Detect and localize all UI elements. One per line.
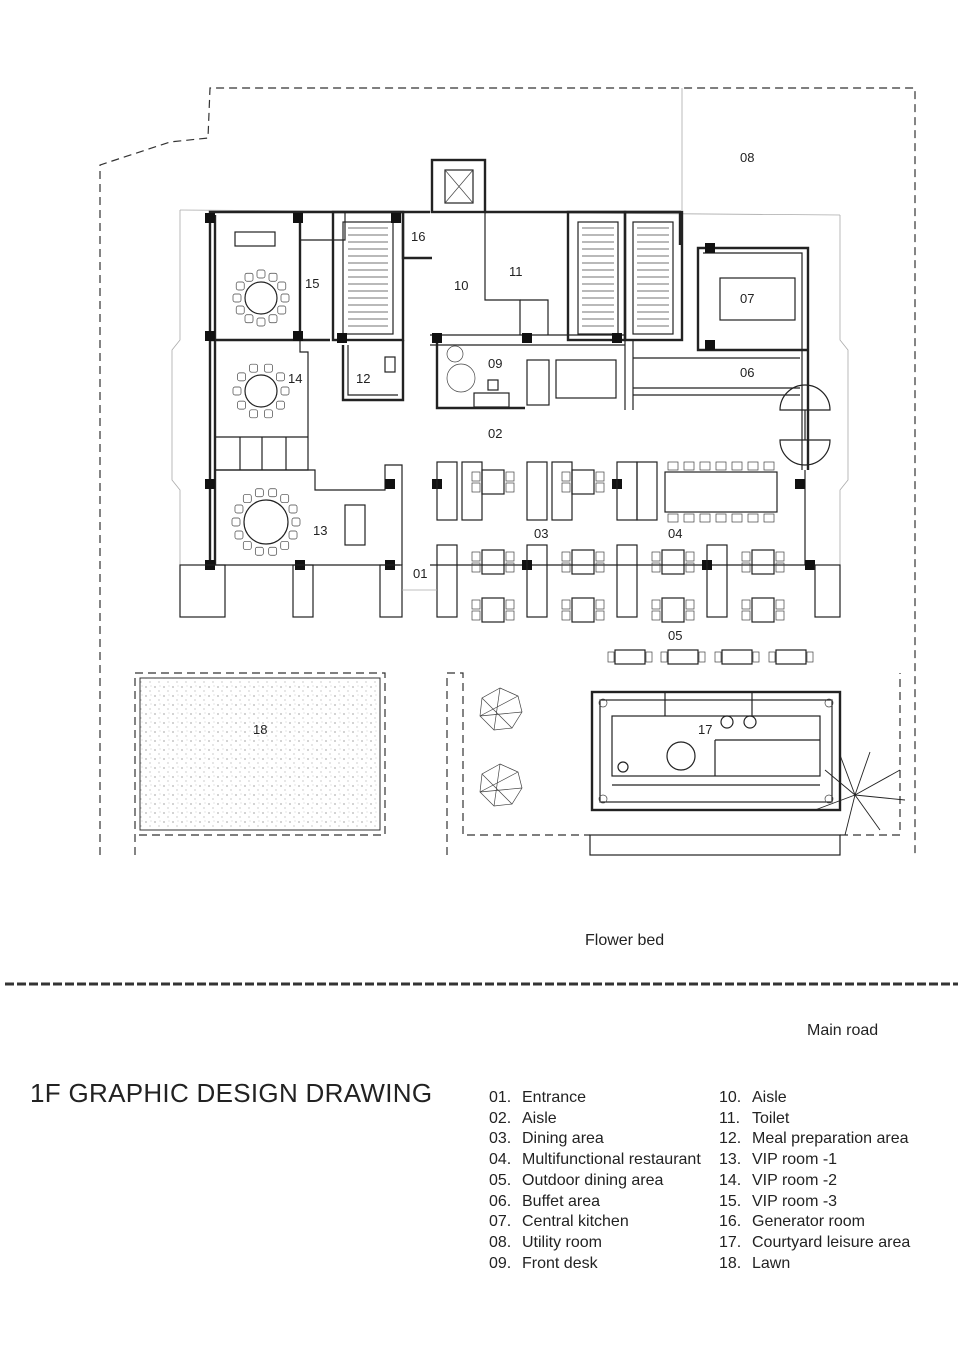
dining-table	[482, 470, 504, 494]
chair	[250, 410, 258, 418]
chair	[764, 462, 774, 470]
chair	[472, 600, 480, 609]
legend-label: Central kitchen	[522, 1213, 629, 1231]
chair	[684, 514, 694, 522]
column	[205, 331, 215, 341]
legend-label: Utility room	[522, 1233, 603, 1251]
dining-table	[662, 598, 684, 622]
legend-item	[719, 1212, 910, 1233]
legend-label: Multifunctional restaurant	[522, 1151, 701, 1169]
room-label-07: 07	[740, 291, 755, 306]
legend-label: Buffet area	[522, 1192, 600, 1210]
dining-table	[482, 598, 504, 622]
legend-column-1	[489, 1088, 701, 1274]
chair	[652, 600, 660, 609]
legend-label: Courtyard leisure area	[752, 1233, 911, 1251]
chair	[684, 462, 694, 470]
chair	[264, 364, 272, 372]
chair	[732, 514, 742, 522]
legend-number: 15.	[719, 1192, 742, 1210]
chair	[232, 518, 240, 526]
column	[205, 479, 215, 489]
chair	[652, 552, 660, 561]
chair	[700, 514, 710, 522]
chair	[686, 552, 694, 561]
chair	[742, 552, 750, 561]
long-table	[665, 472, 777, 512]
dining-table	[572, 550, 594, 574]
main-road-label: Main road	[807, 1022, 879, 1039]
chair	[686, 600, 694, 609]
legend-number: 14.	[719, 1171, 742, 1189]
chair	[596, 483, 604, 492]
legend-item	[719, 1171, 910, 1192]
chair	[276, 401, 284, 409]
room-label-16: 16	[411, 229, 426, 244]
legend-number: 07.	[489, 1213, 512, 1231]
chair	[753, 652, 759, 662]
chair	[776, 600, 784, 609]
chair	[764, 514, 774, 522]
column	[705, 243, 715, 253]
legend-label: Lawn	[752, 1254, 791, 1272]
chair	[769, 652, 775, 662]
legend-number: 17.	[719, 1233, 742, 1251]
legend-item	[489, 1129, 701, 1150]
chair	[506, 483, 514, 492]
chair	[281, 294, 289, 302]
chair	[276, 373, 284, 381]
column	[205, 213, 215, 223]
room-label-05: 05	[668, 628, 683, 643]
chair	[596, 600, 604, 609]
chair	[243, 541, 251, 549]
legend-number: 04.	[489, 1151, 512, 1169]
chair	[776, 563, 784, 572]
partition	[637, 462, 657, 520]
chair	[281, 495, 289, 503]
legend-label: VIP room -1	[752, 1151, 838, 1169]
chair	[255, 547, 263, 555]
chair	[269, 547, 277, 555]
room-label-12: 12	[356, 371, 371, 386]
chair	[235, 531, 243, 539]
chair	[233, 294, 241, 302]
chair	[278, 306, 286, 314]
chair	[255, 489, 263, 497]
chair	[278, 282, 286, 290]
legend-number: 10.	[719, 1089, 742, 1106]
chair	[652, 563, 660, 572]
column	[391, 213, 401, 223]
chair	[742, 563, 750, 572]
courtyard	[592, 692, 840, 810]
legend-item	[489, 1254, 701, 1275]
room-label-04: 04	[668, 526, 683, 541]
chair	[608, 652, 614, 662]
dining-table	[752, 550, 774, 574]
chair	[236, 282, 244, 290]
legend-label: Toilet	[752, 1109, 790, 1127]
column	[385, 479, 395, 489]
room-label-17: 17	[698, 722, 713, 737]
chair	[562, 611, 570, 620]
chair	[686, 563, 694, 572]
chair	[646, 652, 652, 662]
chair	[292, 518, 300, 526]
legend-label: VIP room -2	[752, 1171, 838, 1189]
room-label-15: 15	[305, 276, 320, 291]
legend-label: Dining area	[522, 1130, 604, 1148]
chair	[562, 563, 570, 572]
legend-item	[719, 1254, 910, 1275]
legend-item	[719, 1109, 910, 1130]
chair	[562, 552, 570, 561]
column	[293, 213, 303, 223]
chair	[562, 483, 570, 492]
dining-table	[572, 598, 594, 622]
chair	[269, 489, 277, 497]
legend-number: 16.	[719, 1213, 742, 1231]
legend-item	[489, 1192, 701, 1213]
legend-number: 18.	[719, 1254, 742, 1272]
chair	[269, 273, 277, 281]
room-label-03: 03	[534, 526, 549, 541]
room-label-06: 06	[740, 365, 755, 380]
chair	[700, 462, 710, 470]
legend-number: 03.	[489, 1130, 512, 1148]
legend-number: 01.	[489, 1089, 512, 1106]
legend-number: 06.	[489, 1192, 512, 1210]
dining-table	[662, 550, 684, 574]
room-label-08: 08	[740, 150, 755, 165]
legend-column-2	[719, 1088, 910, 1274]
chair	[506, 611, 514, 620]
desk	[345, 505, 365, 545]
umbrella-icon	[480, 688, 522, 806]
chair	[281, 387, 289, 395]
desk	[235, 232, 275, 246]
chair	[506, 472, 514, 481]
chair	[236, 306, 244, 314]
room-label-11: 11	[509, 264, 523, 279]
chair	[748, 462, 758, 470]
dining-table	[752, 598, 774, 622]
chair	[472, 472, 480, 481]
legend-number: 09.	[489, 1254, 512, 1272]
chair	[472, 483, 480, 492]
chair	[716, 514, 726, 522]
chair	[289, 531, 297, 539]
round-table	[245, 282, 277, 314]
round-table	[244, 500, 288, 544]
chair	[281, 541, 289, 549]
chair	[506, 600, 514, 609]
chair	[776, 552, 784, 561]
chair	[506, 563, 514, 572]
drawing-title: 1F GRAPHIC DESIGN DRAWING	[30, 1078, 433, 1108]
column	[612, 333, 622, 343]
flower-bed-label: Flower bed	[585, 932, 665, 949]
dining-table	[482, 550, 504, 574]
column	[795, 479, 805, 489]
chair	[715, 652, 721, 662]
room-label-02: 02	[488, 426, 503, 441]
furniture	[232, 232, 813, 664]
chair	[472, 611, 480, 620]
legend-item	[489, 1212, 701, 1233]
legend-item	[489, 1150, 701, 1171]
lawn	[140, 678, 380, 830]
legend-item	[489, 1109, 701, 1130]
chair	[269, 315, 277, 323]
chair	[238, 373, 246, 381]
legend-item	[719, 1129, 910, 1150]
legend-item	[489, 1233, 701, 1254]
chair	[257, 318, 265, 326]
chair	[264, 410, 272, 418]
chair	[472, 552, 480, 561]
legend-item	[489, 1171, 701, 1192]
room-label-13: 13	[313, 523, 328, 538]
chair	[506, 552, 514, 561]
room-label-18: 18	[253, 722, 268, 737]
chair	[807, 652, 813, 662]
chair	[742, 611, 750, 620]
room-label-10: 10	[454, 278, 469, 293]
outdoor-table	[668, 650, 698, 664]
legend-label: Aisle	[752, 1089, 787, 1106]
chair	[652, 611, 660, 620]
legend-number: 11.	[719, 1109, 741, 1127]
legend-label: Front desk	[522, 1254, 598, 1272]
chair	[699, 652, 705, 662]
chair	[233, 387, 241, 395]
column	[337, 333, 347, 343]
legend-item	[719, 1150, 910, 1171]
room-label-14: 14	[288, 371, 303, 386]
chair	[257, 270, 265, 278]
chair	[250, 364, 258, 372]
chair	[596, 472, 604, 481]
dining-table	[572, 470, 594, 494]
legend-label: Meal preparation area	[752, 1130, 909, 1148]
legend-number: 08.	[489, 1233, 512, 1251]
legend-label: Outdoor dining area	[522, 1171, 664, 1189]
legend-item	[489, 1088, 701, 1109]
chair	[235, 505, 243, 513]
chair	[776, 611, 784, 620]
chair	[686, 611, 694, 620]
legend-item	[719, 1192, 910, 1213]
legend-label: Generator room	[752, 1213, 865, 1231]
column	[522, 333, 532, 343]
legend-number: 12.	[719, 1130, 742, 1148]
round-table	[245, 375, 277, 407]
chair	[596, 552, 604, 561]
legend-label: Entrance	[522, 1089, 587, 1106]
legend-number: 13.	[719, 1151, 742, 1169]
chair	[289, 505, 297, 513]
chair	[245, 273, 253, 281]
room-label-01: 01	[413, 566, 428, 581]
outdoor-table	[615, 650, 645, 664]
chair	[596, 611, 604, 620]
chair	[245, 315, 253, 323]
chair	[661, 652, 667, 662]
chair	[243, 495, 251, 503]
chair	[472, 563, 480, 572]
tree-icon	[815, 752, 905, 835]
room-label-09: 09	[488, 356, 503, 371]
outdoor-table	[776, 650, 806, 664]
legend-item	[719, 1233, 910, 1254]
chair	[596, 563, 604, 572]
column	[805, 560, 815, 570]
column	[432, 333, 442, 343]
column	[293, 331, 303, 341]
chair	[668, 462, 678, 470]
chair	[732, 462, 742, 470]
legend-number: 05.	[489, 1171, 512, 1189]
chair	[716, 462, 726, 470]
outdoor-table	[722, 650, 752, 664]
chair	[238, 401, 246, 409]
legend-item	[719, 1088, 910, 1109]
chair	[748, 514, 758, 522]
chair	[562, 600, 570, 609]
chair	[562, 472, 570, 481]
chair	[668, 514, 678, 522]
legend-label: VIP room -3	[752, 1192, 838, 1210]
legend-number: 02.	[489, 1109, 512, 1127]
legend-label: Aisle	[522, 1109, 557, 1127]
column	[705, 340, 715, 350]
chair	[742, 600, 750, 609]
